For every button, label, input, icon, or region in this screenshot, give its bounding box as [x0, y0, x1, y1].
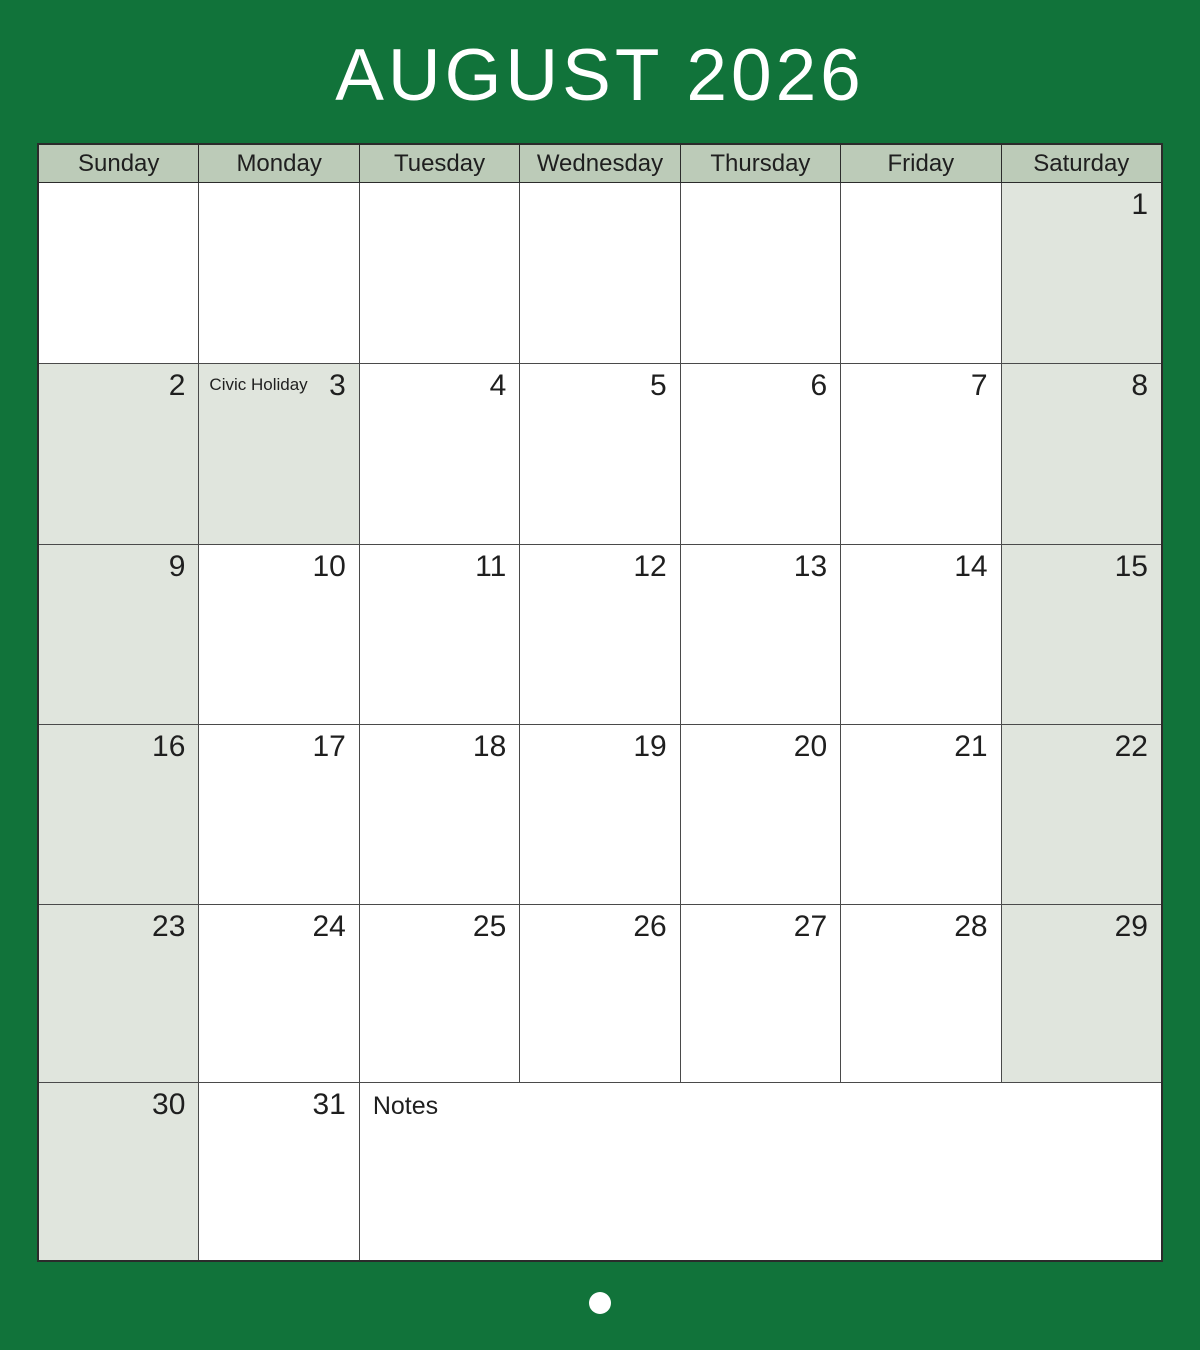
notes-label: Notes [372, 1091, 439, 1120]
day-cell-3 [199, 364, 358, 543]
day-number: 4 [489, 369, 507, 403]
day-number: 11 [475, 549, 507, 583]
day-number: 9 [168, 549, 186, 583]
notes-cell [360, 1083, 1161, 1260]
day-number: 3 [329, 369, 346, 403]
day-cell-28 [841, 905, 1000, 1081]
day-number: 31 [312, 1087, 346, 1121]
day-number: 13 [793, 549, 828, 583]
day-cell-19 [520, 725, 679, 904]
weekday-header-monday: Monday [199, 145, 358, 182]
day-cell-12 [520, 545, 679, 724]
day-cell-8 [1002, 364, 1161, 543]
day-cell-26 [520, 905, 679, 1081]
day-number: 26 [633, 910, 667, 944]
day-cell-9 [39, 545, 198, 724]
day-cell-22 [1002, 725, 1161, 904]
day-cell-2 [39, 364, 198, 543]
day-number: 6 [810, 369, 828, 403]
empty-day-cell [199, 183, 358, 363]
day-cell-6 [681, 364, 840, 543]
day-cell-25 [360, 905, 519, 1081]
calendar-grid [37, 143, 1163, 1262]
weekday-header-tuesday: Tuesday [360, 145, 519, 182]
day-cell-20 [681, 725, 840, 904]
day-number: 29 [1114, 910, 1148, 944]
day-cell-14 [841, 545, 1000, 724]
day-number: 5 [650, 369, 667, 403]
day-cell-23 [39, 905, 198, 1081]
day-number: 25 [472, 910, 507, 944]
day-cell-17 [199, 725, 358, 904]
day-cell-27 [681, 905, 840, 1081]
day-number: 22 [1114, 729, 1148, 763]
weekday-header-sunday: Sunday [39, 145, 198, 182]
day-number: 2 [168, 369, 186, 403]
empty-day-cell [681, 183, 840, 363]
day-cell-15 [1002, 545, 1161, 724]
day-cell-16 [39, 725, 198, 904]
day-number: 18 [472, 729, 507, 763]
day-cell-18 [360, 725, 519, 904]
day-number: 15 [1114, 549, 1148, 583]
weekday-header-friday: Friday [841, 145, 1000, 182]
holiday-event-label: Civic Holiday [209, 375, 308, 395]
day-number: 16 [152, 729, 186, 763]
day-number: 17 [312, 729, 346, 763]
empty-day-cell [39, 183, 198, 363]
day-number: 27 [793, 910, 828, 944]
day-cell-1 [1002, 183, 1161, 363]
empty-day-cell [360, 183, 519, 363]
day-cell-7 [841, 364, 1000, 543]
day-cell-21 [841, 725, 1000, 904]
day-number: 24 [312, 910, 346, 944]
day-cell-30 [39, 1083, 198, 1260]
day-cell-31 [199, 1083, 358, 1260]
day-cell-11 [360, 545, 519, 724]
day-cell-10 [199, 545, 358, 724]
day-cell-29 [1002, 905, 1161, 1081]
day-number: 14 [954, 549, 988, 583]
day-number: 21 [954, 729, 988, 763]
day-number: 1 [1131, 188, 1148, 221]
day-number: 28 [954, 910, 988, 944]
day-number: 20 [793, 729, 828, 763]
empty-day-cell [841, 183, 1000, 363]
day-cell-4 [360, 364, 519, 543]
empty-day-cell [520, 183, 679, 363]
weekday-header-thursday: Thursday [681, 145, 840, 182]
day-cell-13 [681, 545, 840, 724]
day-number: 7 [970, 369, 988, 403]
day-cell-5 [520, 364, 679, 543]
weekday-header-wednesday: Wednesday [520, 145, 679, 182]
page-title: AUGUST 2026 [335, 35, 865, 116]
day-number: 12 [633, 549, 667, 583]
day-number: 30 [152, 1087, 186, 1121]
day-cell-24 [199, 905, 358, 1081]
weekday-header-saturday: Saturday [1002, 145, 1161, 182]
day-number: 8 [1131, 369, 1148, 403]
day-number: 23 [152, 910, 186, 944]
page-indicator-dot[interactable] [589, 1292, 611, 1314]
day-number: 19 [633, 729, 667, 763]
day-number: 10 [312, 549, 346, 583]
